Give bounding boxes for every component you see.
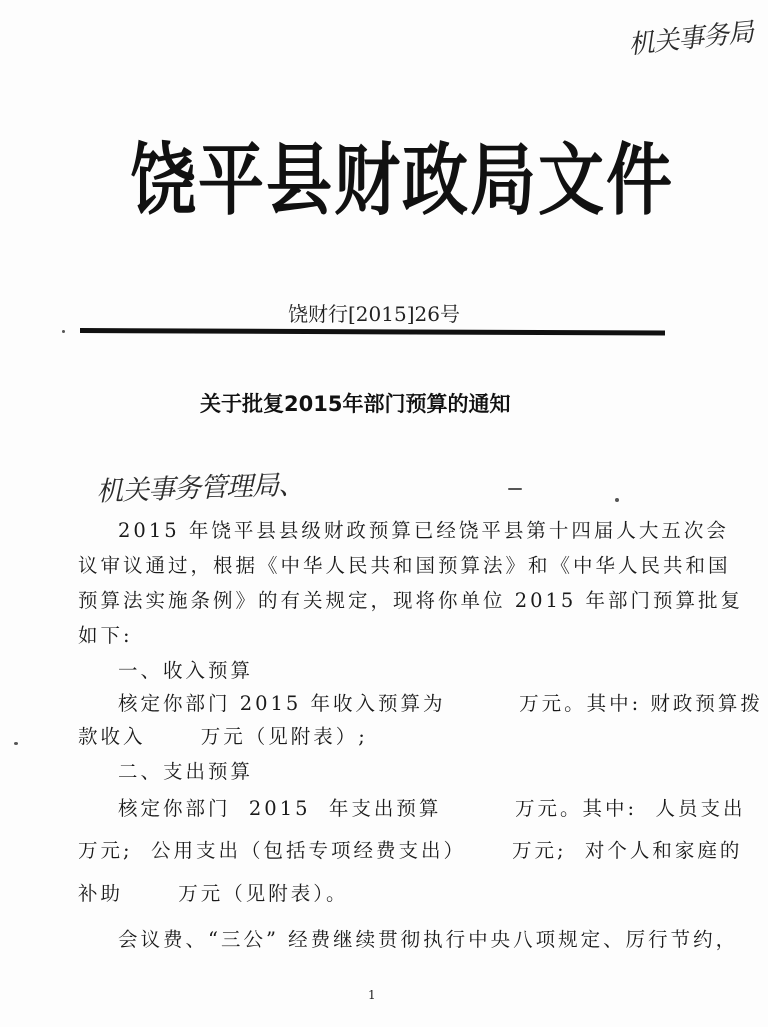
body-line: 二、支出预算 <box>118 760 254 783</box>
document-header-title: 饶平县财政局文件 <box>130 135 674 226</box>
body-line: 核定你部门 2015 年收入预算为 万元。其中: 财政预算拨 <box>118 692 763 715</box>
body-line: 会议费、“三公” 经费继续贯彻执行中央八项规定、厉行节约， <box>118 928 739 951</box>
handwritten-annotation-top: 机关事务局 <box>627 17 755 61</box>
handwritten-recipient: 机关事务管理局、 <box>95 469 305 508</box>
body-line: 一、收入预算 <box>118 659 254 682</box>
scan-speck <box>14 742 18 745</box>
body-line: 补助 万元（见附表）。 <box>78 882 349 905</box>
scan-speck <box>615 498 619 502</box>
body-line: 预算法实施条例》的有关规定，现将你单位 2015 年部门预算批复 <box>78 589 744 612</box>
document-number: 饶财行[2015]26号 <box>288 302 460 326</box>
body-line: 2015 年饶平县县级财政预算已经饶平县第十四届人大五次会 <box>118 519 729 542</box>
header-divider-rule <box>80 328 665 336</box>
body-line: 万元; 公用支出（包括专项经费支出） 万元; 对个人和家庭的 <box>78 839 743 862</box>
body-line: 款收入 万元（见附表）; <box>78 725 368 748</box>
body-line: 议审议通过，根据《中华人民共和国预算法》和《中华人民共和国 <box>78 554 731 577</box>
page-number: 1 <box>368 988 376 1002</box>
body-line: 如下: <box>78 624 133 647</box>
body-line: 核定你部门 2015 年支出预算 万元。其中: 人员支出 <box>118 797 746 820</box>
scan-speck <box>62 330 65 333</box>
scan-speck <box>508 488 522 490</box>
notice-title: 关于批复2015年部门预算的通知 <box>200 392 511 416</box>
